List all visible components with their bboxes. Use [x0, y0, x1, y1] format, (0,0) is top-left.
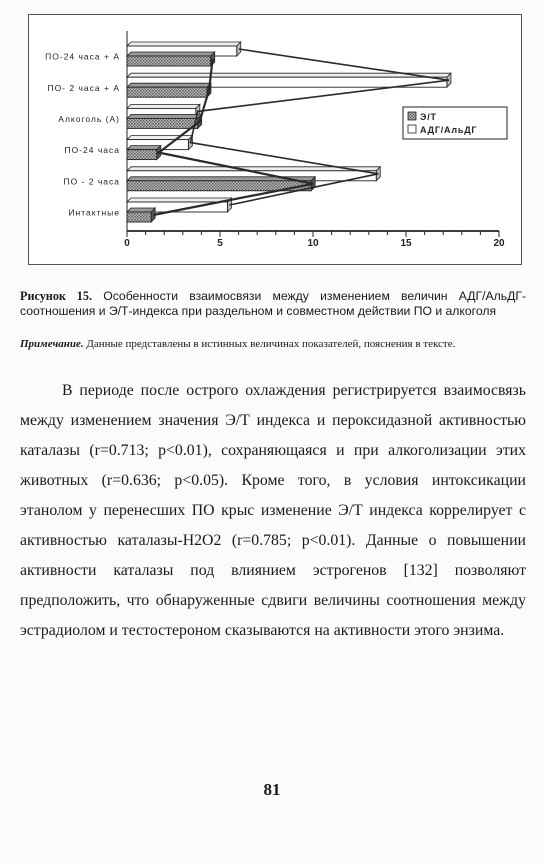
page-number: 81: [263, 780, 281, 799]
bar-et: [127, 118, 198, 128]
legend-swatch: [408, 112, 416, 120]
x-tick-label: 5: [217, 238, 223, 249]
bar-top-face: [127, 146, 161, 150]
bar-top-face: [127, 83, 211, 87]
category-label: Интактные: [68, 207, 120, 218]
bar-top-face: [127, 52, 215, 56]
legend-label: Э/Т: [420, 112, 437, 122]
figure-caption: [20, 289, 526, 319]
figure-caption-text: Особенности взаимосвязи между изменением величин АДГ/АльДГ-соотношения и Э/Т-индекса при раздельном и совместном действии ПО и алкоголя: [20, 289, 526, 318]
note-label: Примечание.: [20, 338, 84, 350]
bar-et: [127, 56, 211, 66]
bar-et: [127, 212, 151, 222]
x-tick-label: 20: [493, 238, 505, 249]
x-tick-label: 0: [124, 238, 130, 249]
figure-caption-label: Рисунок 15.: [20, 289, 93, 303]
x-tick-label: 10: [307, 238, 319, 249]
note-text: Данные представлены в истинных величинах показателей, пояснения в тексте.: [83, 338, 456, 350]
body-paragraph: В периоде после острого охлаждения регистрируется взаимосвязь между изменением значения Э/Т индекса и пероксидазной активностью каталазы (r=0.713; p<0.01), сохраняющаяся и при алкоголизации этих животных (r=0.636; p<0.05). Кроме того, в условия интоксикации этанолом у перенесших ПО крыс изменение Э/Т индекса коррелирует с активностью каталазы-H2O2 (r=0.785; p<0.01). Данные о повышении активности каталазы под влиянием эстрогенов [132] позволяют предположить, что обнаруженные сдвиги величины соотношения между эстрадиолом и тестостероном сказываются на активности этого энзима.: [20, 382, 526, 639]
bar-top-face: [127, 104, 200, 108]
bar-top-face: [127, 208, 155, 212]
category-label: Алкоголь (А): [58, 114, 120, 124]
legend-swatch: [408, 125, 416, 133]
bar-top-face: [127, 42, 241, 46]
category-label: ПО-24 часа: [64, 145, 120, 156]
bar-top-face: [127, 114, 202, 118]
bar-et: [127, 87, 207, 97]
bar-top-face: [127, 136, 192, 140]
category-label: ПО - 2 часа: [63, 176, 120, 187]
legend-label: АДГ/АльДГ: [420, 125, 478, 135]
bar-chart: [29, 15, 523, 266]
category-label: ПО-24 часа + А: [45, 51, 120, 62]
bar-top-face: [127, 198, 231, 202]
bar-et: [127, 150, 157, 160]
x-tick-label: 15: [400, 238, 412, 249]
figure-chart: [28, 14, 522, 265]
category-label: ПО- 2 часа + А: [47, 82, 120, 93]
figure-note: [20, 338, 526, 351]
